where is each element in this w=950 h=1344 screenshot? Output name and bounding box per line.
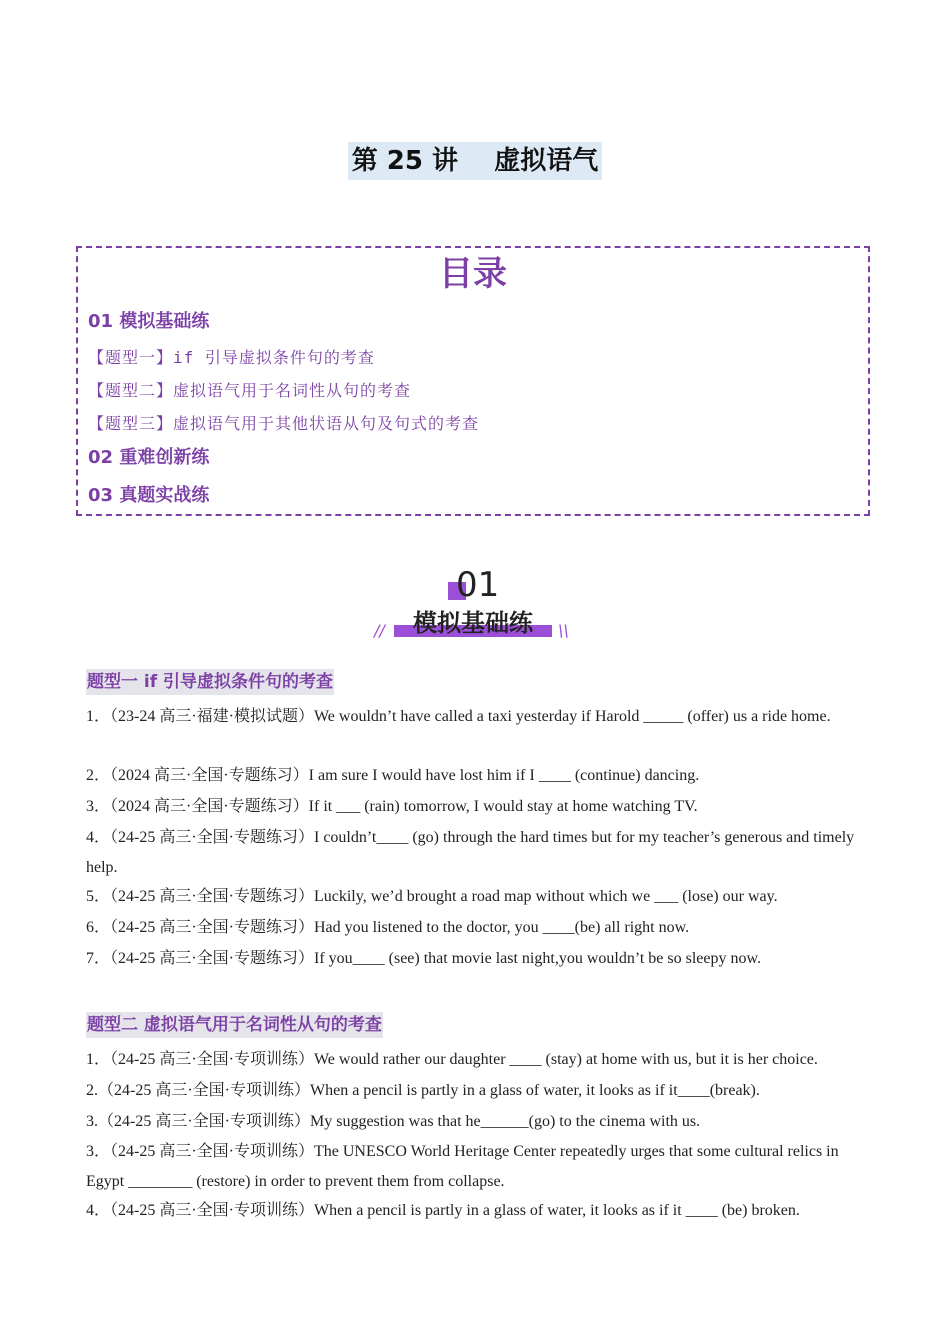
section-badge (370, 565, 580, 645)
type1-question-2: 2．（2024 高三·全国·专题练习）I am sure I would have lost him if I ____ (continue) dancing. (86, 767, 700, 784)
type1-question-5: 5．（24-25 高三·全国·专题练习）Luckily, we’d brought a road map without which we ___ (lose) our way. (86, 888, 778, 905)
toc-heading: 目录 (439, 254, 507, 294)
page-title: 第 25 讲 虚拟语气 (348, 142, 602, 180)
type2-heading: 题型二 虚拟语气用于名词性从句的考查 (86, 1012, 383, 1038)
toc-item-type2[interactable]: 【题型二】虚拟语气用于名词性从句的考查 (88, 381, 412, 400)
badge-label: 模拟基础练 (413, 609, 533, 637)
toc-item-type3[interactable]: 【题型三】虚拟语气用于其他状语从句及句式的考查 (88, 414, 480, 433)
type1-question-1: 1．（23-24 高三·福建·模拟试题）We wouldn’t have called a taxi yesterday if Harold _____ (offer) us a ride home. (86, 708, 831, 725)
table-of-contents (76, 246, 870, 516)
badge-slash-right: \\ (558, 621, 569, 640)
type2-question-5: 4．（24-25 高三·全国·专项训练）When a pencil is partly in a glass of water, it looks as if it ____ (be) broken. (86, 1202, 800, 1219)
type2-question-1: 1．（24-25 高三·全国·专项训练）We would rather our daughter ____ (stay) at home with us, but it is her choice. (86, 1051, 818, 1068)
toc-section-02[interactable]: 02 重难创新练 (88, 447, 210, 468)
badge-slash-left: // (374, 621, 385, 640)
toc-section-01[interactable]: 01 模拟基础练 (88, 311, 210, 332)
type2-question-4: 3．（24-25 高三·全国·专项训练）The UNESCO World Heritage Center repeatedly urges that some cultural relics in Egypt ________ (restore) in order to prevent them from collapse. (86, 1143, 839, 1190)
type1-question-3: 3．（2024 高三·全国·专题练习）If it ___ (rain) tomorrow, I would stay at home watching TV. (86, 798, 698, 815)
toc-section-03[interactable]: 03 真题实战练 (88, 485, 210, 506)
type1-question-4: 4．（24-25 高三·全国·专题练习）I couldn’t____ (go) through the hard times but for my teacher’s generous and timely help. (86, 829, 855, 876)
type1-question-6: 6．（24-25 高三·全国·专题练习）Had you listened to the doctor, you ____(be) all right now. (86, 919, 690, 936)
type2-question-2: 2.（24-25 高三·全国·专项训练）When a pencil is partly in a glass of water, it looks as if it____(break). (86, 1082, 760, 1099)
type1-heading: 题型一 if 引导虚拟条件句的考查 (86, 669, 334, 695)
badge-number: 01 (456, 565, 500, 605)
type2-question-3: 3.（24-25 高三·全国·专项训练）My suggestion was that he______(go) to the cinema with us. (86, 1113, 701, 1130)
toc-item-type1[interactable]: 【题型一】if 引导虚拟条件句的考查 (88, 348, 375, 367)
type1-question-7: 7．（24-25 高三·全国·专题练习）If you____ (see) that movie last night,you wouldn’t be so sleepy now. (86, 950, 762, 967)
